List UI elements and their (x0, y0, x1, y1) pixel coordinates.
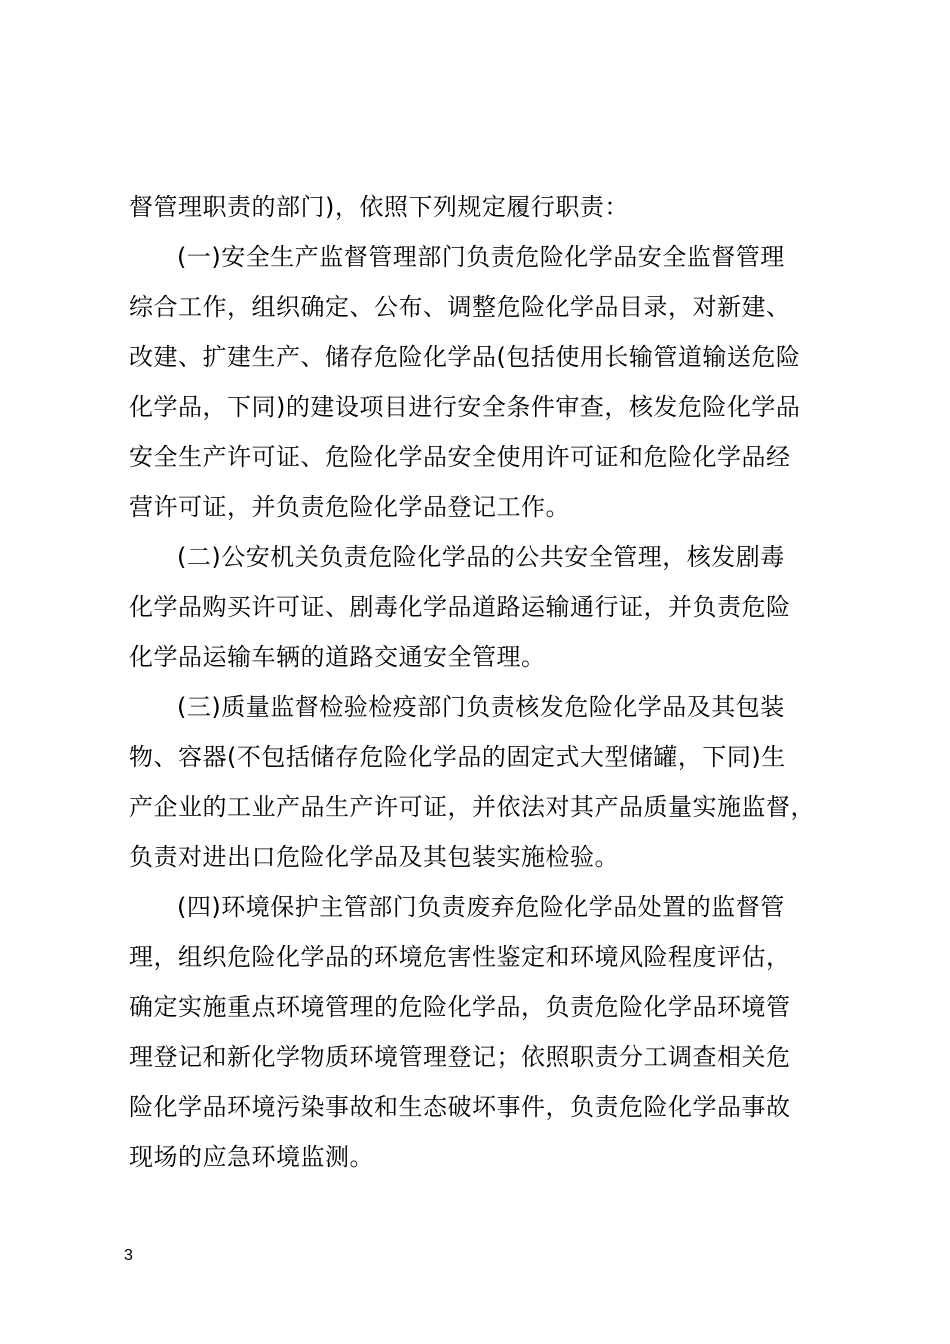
paragraph-first-line: (一)安全生产监督管理部门负责危险化学品安全监督管理 (177, 243, 785, 271)
text-line: 负责对进出口危险化学品及其包装实施检验。 (129, 843, 619, 871)
paragraph-first-line: (二)公安机关负责危险化学品的公共安全管理，核发剧毒 (177, 543, 785, 571)
text-line: 险化学品环境污染事故和生态破坏事件，负责危险化学品事故 (129, 1093, 791, 1121)
page-number: 3 (124, 1247, 133, 1264)
text-line: 理登记和新化学物质环境管理登记；依照职责分工调查相关危 (129, 1043, 791, 1071)
paragraph-first-line: (四)环境保护主管部门负责废弃危险化学品处置的监督管 (177, 893, 785, 921)
text-line: 化学品运输车辆的道路交通安全管理。 (129, 643, 546, 671)
text-line: 营许可证，并负责危险化学品登记工作。 (129, 493, 570, 521)
paragraph-first-line: (三)质量监督检验检疫部门负责核发危险化学品及其包装 (177, 693, 785, 721)
text-line: 综合工作，组织确定、公布、调整危险化学品目录，对新建、 (129, 293, 791, 321)
text-line: 物、容器(不包括储存危险化学品的固定式大型储罐，下同)生 (129, 743, 786, 771)
text-line: 安全生产许可证、危险化学品安全使用许可证和危险化学品经 (129, 443, 791, 471)
text-line: 现场的应急环境监测。 (129, 1143, 374, 1171)
text-line: 确定实施重点环境管理的危险化学品，负责危险化学品环境管 (129, 993, 791, 1021)
text-line: 督管理职责的部门)，依照下列规定履行职责： (129, 193, 629, 221)
text-line: 化学品购买许可证、剧毒化学品道路运输通行证，并负责危险 (129, 593, 791, 621)
text-line: 改建、扩建生产、储存危险化学品(包括使用长输管道输送危险 (129, 343, 801, 371)
text-line: 理，组织危险化学品的环境危害性鉴定和环境风险程度评估， (129, 943, 791, 971)
document-body (129, 182, 829, 1182)
text-line: 产企业的工业产品生产许可证，并依法对其产品质量实施监督， (129, 793, 815, 821)
text-line: 化学品，下同)的建设项目进行安全条件审查，核发危险化学品 (129, 393, 801, 421)
